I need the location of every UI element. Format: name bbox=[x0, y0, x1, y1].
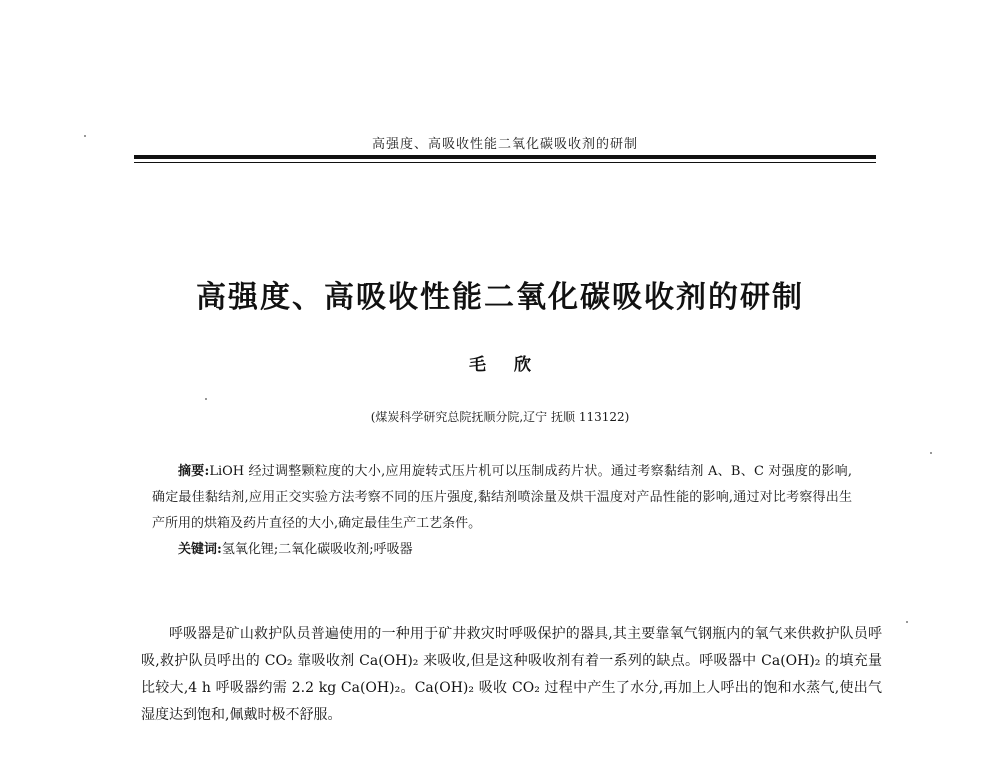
body-paragraph-1: 呼吸器是矿山救护队员普遍使用的一种用于矿井救灾时呼吸保护的器具,其主要靠氧气钢瓶内的氧气来供救护队员呼吸,救护队员呼出的 CO₂ 靠吸收剂 Ca(OH)₂ 来吸收,但是这种吸收剂有着一系列的缺点。呼吸器中 Ca(OH)₂ 的填充量比较大,4 h 呼吸器约需 2.2 kg Ca(OH)₂。Ca(OH)₂ 吸收 CO₂ 过程中产生了水分,再加上人呼出的饱和水蒸气,使出气湿度达到饱和,佩戴时极不舒服。 bbox=[141, 626, 882, 723]
abstract-text: LiOH 经过调整颗粒度的大小,应用旋转式压片机可以压制成药片状。通过考察黏结剂 A、B、C 对强度的影响,确定最佳黏结剂,应用正交实验方法考察不同的压片强度,黏结剂喷涂量及烘干温度对产品性能的影响,通过对比考察得出生产所用的烘箱及药片直径的大小,确定最佳生产工艺条件。 bbox=[152, 464, 852, 531]
abstract-block bbox=[152, 459, 852, 563]
scan-speck bbox=[205, 398, 207, 400]
running-header: 高强度、高吸收性能二氧化碳吸收剂的研制 bbox=[371, 137, 638, 152]
header-rule-thin bbox=[134, 162, 876, 163]
body-text bbox=[141, 621, 882, 729]
abstract-paragraph bbox=[152, 459, 852, 537]
paper-title: 高强度、高吸收性能二氧化碳吸收剂的研制 bbox=[196, 280, 804, 315]
keywords-paragraph bbox=[152, 537, 852, 563]
author: 毛 欣 bbox=[469, 355, 531, 375]
scan-speck bbox=[84, 135, 86, 137]
scan-speck bbox=[906, 621, 908, 623]
keywords-label: 关键词: bbox=[178, 542, 222, 557]
header-rule-thick bbox=[134, 155, 876, 159]
abstract-label: 摘要: bbox=[178, 464, 210, 479]
scan-speck bbox=[930, 452, 932, 454]
affiliation: (煤炭科学研究总院抚顺分院,辽宁 抚顺 113122) bbox=[370, 410, 630, 424]
keywords-text: 氢氧化锂;二氧化碳吸收剂;呼吸器 bbox=[221, 542, 413, 557]
